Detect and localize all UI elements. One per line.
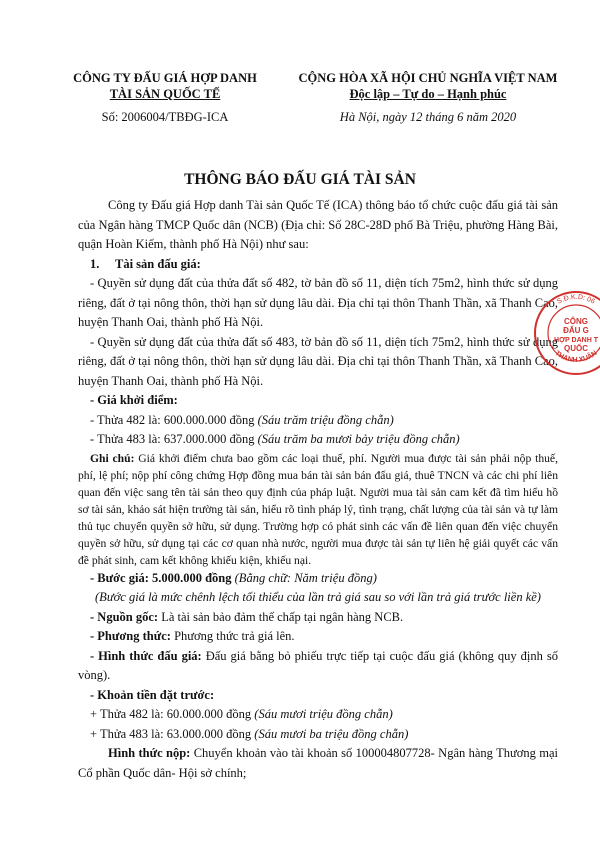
note-paragraph (78, 450, 558, 569)
asset-item: - Quyền sử dụng đất của thửa đất số 483, tờ bản đồ số 11, diện tích 75m2, hình thức sử dụng riêng, đất ở tại nông thôn, thời hạn sử dụng lâu dài. Địa chỉ tại thôn Thanh Thần, xã Thanh Cao, huyện Thanh Oai, thành phố Hà Nội. (78, 334, 558, 388)
start-price-words: (Sáu trăm ba mươi bảy triệu đồng chẵn) (257, 432, 460, 446)
step-price-label: - Bước giá: 5.000.000 đồng (90, 570, 232, 585)
method-label: - Phương thức: (90, 629, 171, 643)
step-price-line (78, 569, 558, 589)
org-name-line2: TÀI SẢN QUỐC TẾ (109, 87, 221, 101)
origin-text: Là tài sản bảo đảm thế chấp tại ngân hàng NCB. (158, 609, 404, 624)
method-text: Phương thức trả giá lên. (170, 629, 295, 643)
form-label: - Hình thức đấu giá: (90, 648, 202, 663)
method-line (78, 627, 558, 647)
payment-label: Hình thức nộp: (108, 746, 191, 760)
seal-line4: QUỐC (564, 344, 588, 353)
svg-text:S.Đ.K.D: 06 (556, 294, 596, 306)
start-price-label: - Giá khởi điểm: (90, 393, 178, 407)
form-line (78, 647, 558, 686)
form-text: Đấu giá bằng bỏ phiếu trực tiếp tại cuộc đấu giá (không quy định số vòng). (78, 648, 558, 682)
nation-name: CỘNG HÒA XÃ HỘI CHỦ NGHĨA VIỆT NAM (298, 71, 558, 85)
payment-text: Chuyển khoản vào tài khoản số 100004807728- Ngân hàng Thương mại Cổ phần Quốc dân- Hội sở chính; (78, 746, 558, 780)
start-price-item (78, 411, 558, 431)
note-label: Ghi chú: (90, 451, 135, 465)
deposit-words: (Sáu mươi ba triệu đồng chẵn) (254, 726, 409, 741)
org-name-line1: CÔNG TY ĐẤU GIÁ HỢP DANH (73, 71, 257, 85)
document-title: THÔNG BÁO ĐẤU GIÁ TÀI SẢN (184, 171, 416, 188)
asset-item: - Quyền sử dụng đất của thửa đất số 482, tờ bản đồ số 11, diện tích 75m2, hình thức sử dụng riêng, đất ở tại nông thôn, thời hạn sử dụng lâu dài. Địa chỉ tại thôn Thanh Thần, xã Thanh Cao, huyện Thanh Oai, thành phố Hà Nội. (78, 276, 558, 329)
start-price-item (78, 430, 558, 450)
document-number: Số: 2006004/TBĐG-ICA (101, 110, 229, 124)
intro-paragraph: Công ty Đấu giá Hợp danh Tài sản Quốc Tế (ICA) thông báo tổ chức cuộc đấu giá tài sản của Ngân hàng TMCP Quốc dân (NCB) (Địa chỉ: Số 28C-28D phố Bà Triệu, phường Hàng Bài, quận Hoàn Kiếm, thành phố Hà Nội) như sau: (78, 198, 559, 251)
national-header (278, 70, 578, 125)
payment-line (78, 744, 558, 783)
seal-line3: HỢP DANH T (554, 337, 598, 344)
seal-bottom-text: THANH XUÂN (553, 349, 599, 364)
deposit-words: (Sáu mươi triệu đồng chẵn) (254, 707, 393, 721)
start-price-words: (Sáu trăm triệu đồng chẵn) (257, 412, 394, 427)
start-price-text: - Thửa 482 là: 600.000.000 đồng (90, 412, 258, 427)
section-label: Tài sản đấu giá: (115, 256, 201, 271)
document-date: Hà Nội, ngày 12 tháng 6 năm 2020 (339, 110, 517, 124)
company-seal (532, 289, 600, 377)
step-price-words: (Bằng chữ: Năm triệu đồng) (231, 570, 377, 585)
document-body (78, 196, 558, 783)
step-price-explanation: (Bước giá là mức chênh lệch tối thiểu của lần trả giá sau so với lần trả giá trước liền kề) (95, 590, 541, 604)
org-header (60, 70, 270, 125)
section-number: 1. (90, 256, 100, 271)
start-price-text: - Thửa 483 là: 637.000.000 đồng (90, 432, 258, 446)
seal-ring-text: S.Đ.K.D: 06 (556, 293, 596, 306)
seal-line2: ĐẤU G (563, 326, 589, 335)
note-text: Giá khởi điểm chưa bao gồm các loại thuế, phí. Người mua được tài sản phải nộp thuế, phí, lệ phí; nộp phí công chứng Hợp đồng mua bán tài sản bán đấu giá, thuê TNCN và các chi phí liên quan đến việc sang tên tài sản theo quy định của pháp luật. Người mua tài sản cam kết đã tìm hiểu hồ sơ tài sản, khảo sát hiện trường tài sản, hiểu rõ tình pháp lý, tình trạng, chất lượng của tài sản và tự làm thủ tục chuyển quyền sở hữu, sử dụng. Trường hợp có phát sinh các vấn đề liên quan đến việc chuyển quyền sở hữu, sử dụng tại các cơ quan nhà nước, người mua được tài sản tự liên hệ giải quyết các vấn đề phát sinh, cam kết không khiếu kiện, khiếu nại. (78, 451, 558, 567)
deposit-text: + Thửa 483 là: 63.000.000 đồng (90, 726, 255, 741)
deposit-item (78, 705, 558, 725)
deposit-item (78, 725, 558, 745)
section-1-heading (78, 255, 558, 275)
seal-line1: CÔNG (564, 317, 588, 326)
deposit-text: + Thửa 482 là: 60.000.000 đồng (90, 707, 255, 721)
deposit-label: - Khoản tiền đặt trước: (90, 687, 215, 702)
national-motto: Độc lập – Tự do – Hạnh phúc (349, 87, 507, 101)
origin-label: - Nguồn gốc: (90, 609, 159, 624)
origin-line (78, 608, 558, 628)
